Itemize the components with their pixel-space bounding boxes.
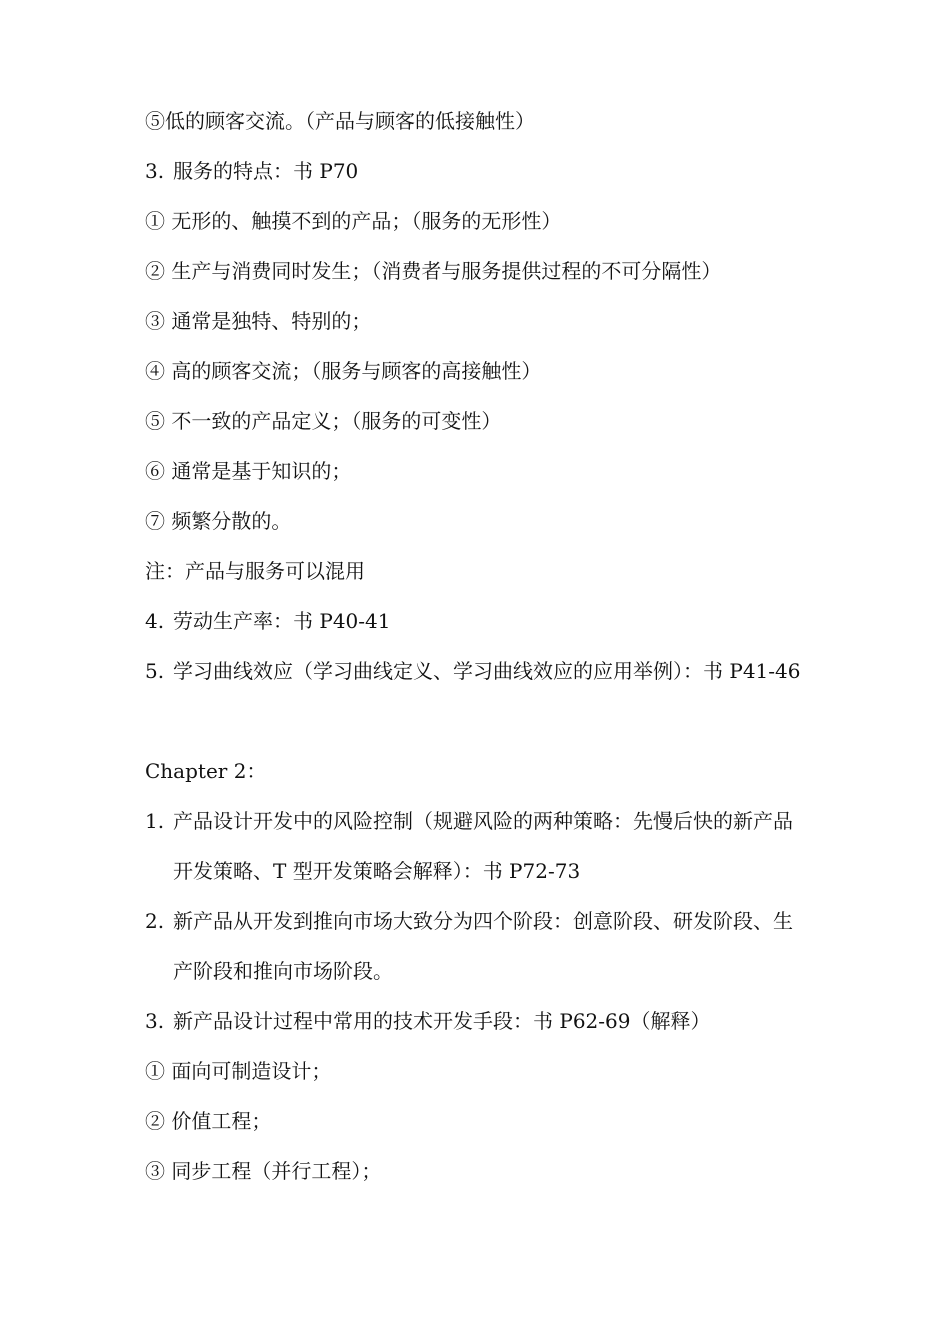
text-line: ⑥ 通常是基于知识的； (145, 459, 352, 483)
text-line: ② 生产与消费同时发生；（消费者与服务提供过程的不可分隔性） (145, 259, 722, 283)
text-line: ③ 同步工程（并行工程）； (145, 1159, 382, 1183)
text-line: ⑤低的顾客交流。（产品与顾客的低接触性） (145, 109, 535, 133)
item-text: 产品设计开发中的风险控制（规避风险的两种策略：先慢后快的新产品开发策略、T 型开发策略会解释）：书 P72-73 (173, 809, 793, 883)
text-line: ① 无形的、触摸不到的产品；（服务的无形性） (145, 209, 562, 233)
item-text: 学习曲线效应（学习曲线定义、学习曲线效应的应用举例）：书 P41-46 (173, 659, 801, 683)
numbered-item (145, 654, 810, 754)
item-text: 服务的特点：书 P70 (173, 159, 359, 183)
text-line: ① 面向可制造设计； (145, 1059, 332, 1083)
item-text: 新产品设计过程中常用的技术开发手段：书 P62-69（解释） (173, 1009, 711, 1033)
numbered-item (145, 1004, 810, 1054)
item-number: 2. (145, 909, 165, 933)
item-number: 4. (145, 609, 165, 633)
text-line: ③ 通常是独特、特别的； (145, 309, 372, 333)
text-line: ⑤ 不一致的产品定义；（服务的可变性） (145, 409, 502, 433)
text-line: ⑦ 频繁分散的。 (145, 509, 292, 533)
item-number: 3. (145, 159, 165, 183)
item-number: 1. (145, 809, 165, 833)
item-text: 劳动生产率：书 P40-41 (173, 609, 391, 633)
chapter-heading: Chapter 2： (145, 759, 267, 783)
note-line: 注：产品与服务可以混用 (145, 559, 365, 583)
text-line: ② 价值工程； (145, 1109, 272, 1133)
item-text: 新产品从开发到推向市场大致分为四个阶段：创意阶段、研发阶段、生产阶段和推向市场阶段。 (173, 909, 793, 983)
numbered-item (145, 154, 810, 204)
item-number: 3. (145, 1009, 165, 1033)
text-line: ④ 高的顾客交流；（服务与顾客的高接触性） (145, 359, 542, 383)
item-number: 5. (145, 659, 165, 683)
document-body (145, 104, 810, 1204)
numbered-item (145, 804, 810, 904)
numbered-item (145, 904, 810, 1004)
